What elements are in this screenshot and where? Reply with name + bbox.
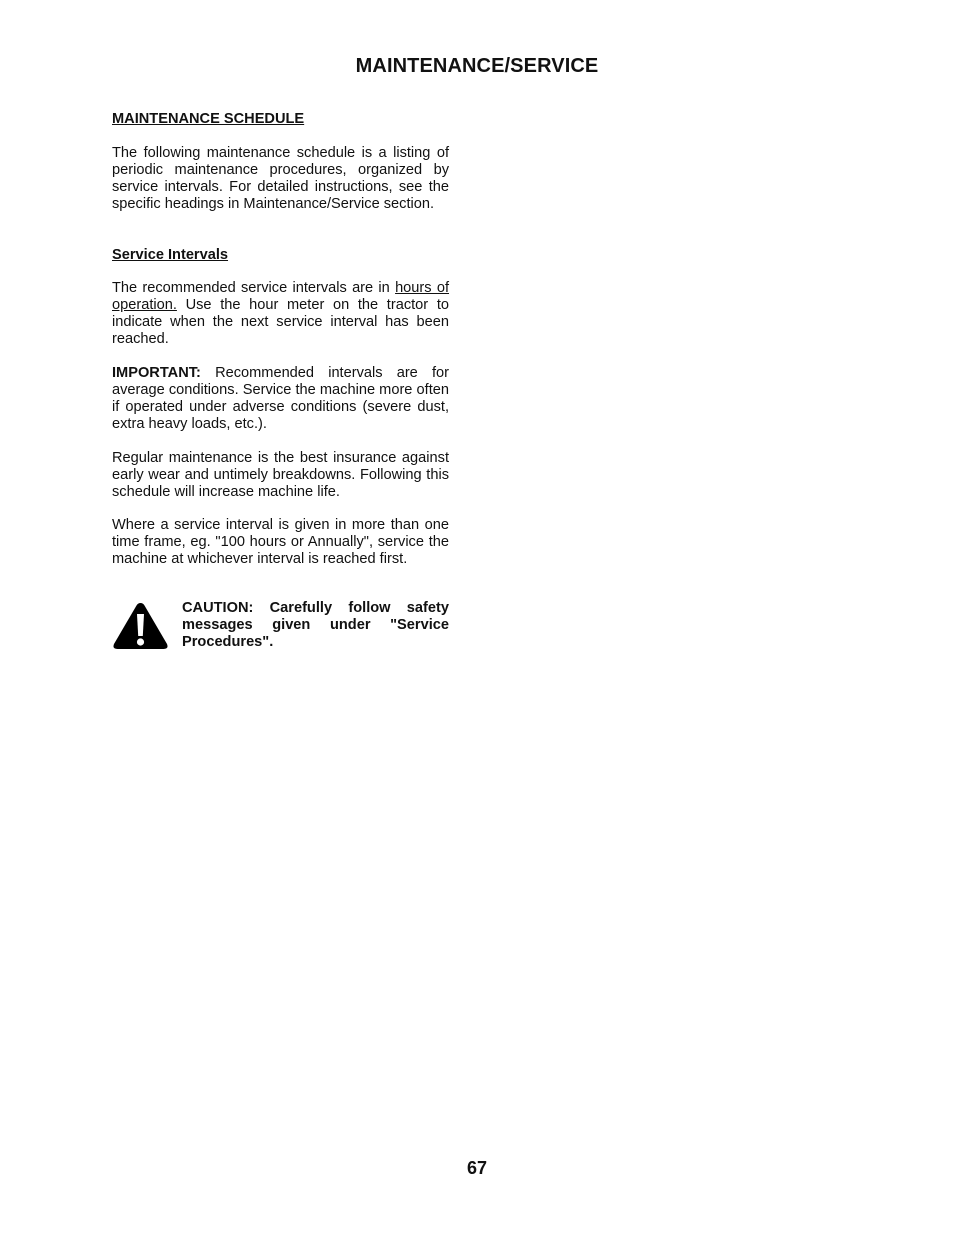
warning-triangle-icon [112,601,169,651]
page-title: MAINTENANCE/SERVICE [355,55,599,77]
maintenance-schedule-heading: MAINTENANCE SCHEDULE [112,111,305,127]
service-interval-paragraph: Where a service interval is given in more than one time frame, eg. "100 hours or Annually", service the machine at whichever interval is reached first. [112,517,449,567]
service-intervals-heading: Service Intervals [112,247,229,263]
schedule-intro-paragraph: The following maintenance schedule is a listing of periodic maintenance procedures, organized by service intervals. For detailed instructions, see the specific headings in Maintenance/Service section. [112,145,449,212]
important-paragraph [112,365,449,433]
hours-paragraph-lead: The recommended service intervals are in [112,280,396,296]
caution-block [112,600,449,654]
page-number: 67 [466,1158,488,1178]
important-text: Recommended intervals are for average conditions. Service the machine more often if operated under adverse conditions (severe dust, extra heavy loads, etc.). [112,365,449,432]
important-label: IMPORTANT: [112,365,201,381]
hours-of-operation-emphasis: hours of operation. [112,280,450,313]
caution-text: CAUTION: Carefully follow safety messages given under "Service Procedures". [182,600,449,650]
regular-maintenance-paragraph: Regular maintenance is the best insurance against early wear and untimely breakdowns. Following this schedule will increase machine life. [112,450,449,500]
content-column [112,111,449,568]
hours-paragraph [112,280,449,348]
hours-paragraph-rest: Use the hour meter on the tractor to indicate when the next service interval has been reached. [112,297,449,347]
